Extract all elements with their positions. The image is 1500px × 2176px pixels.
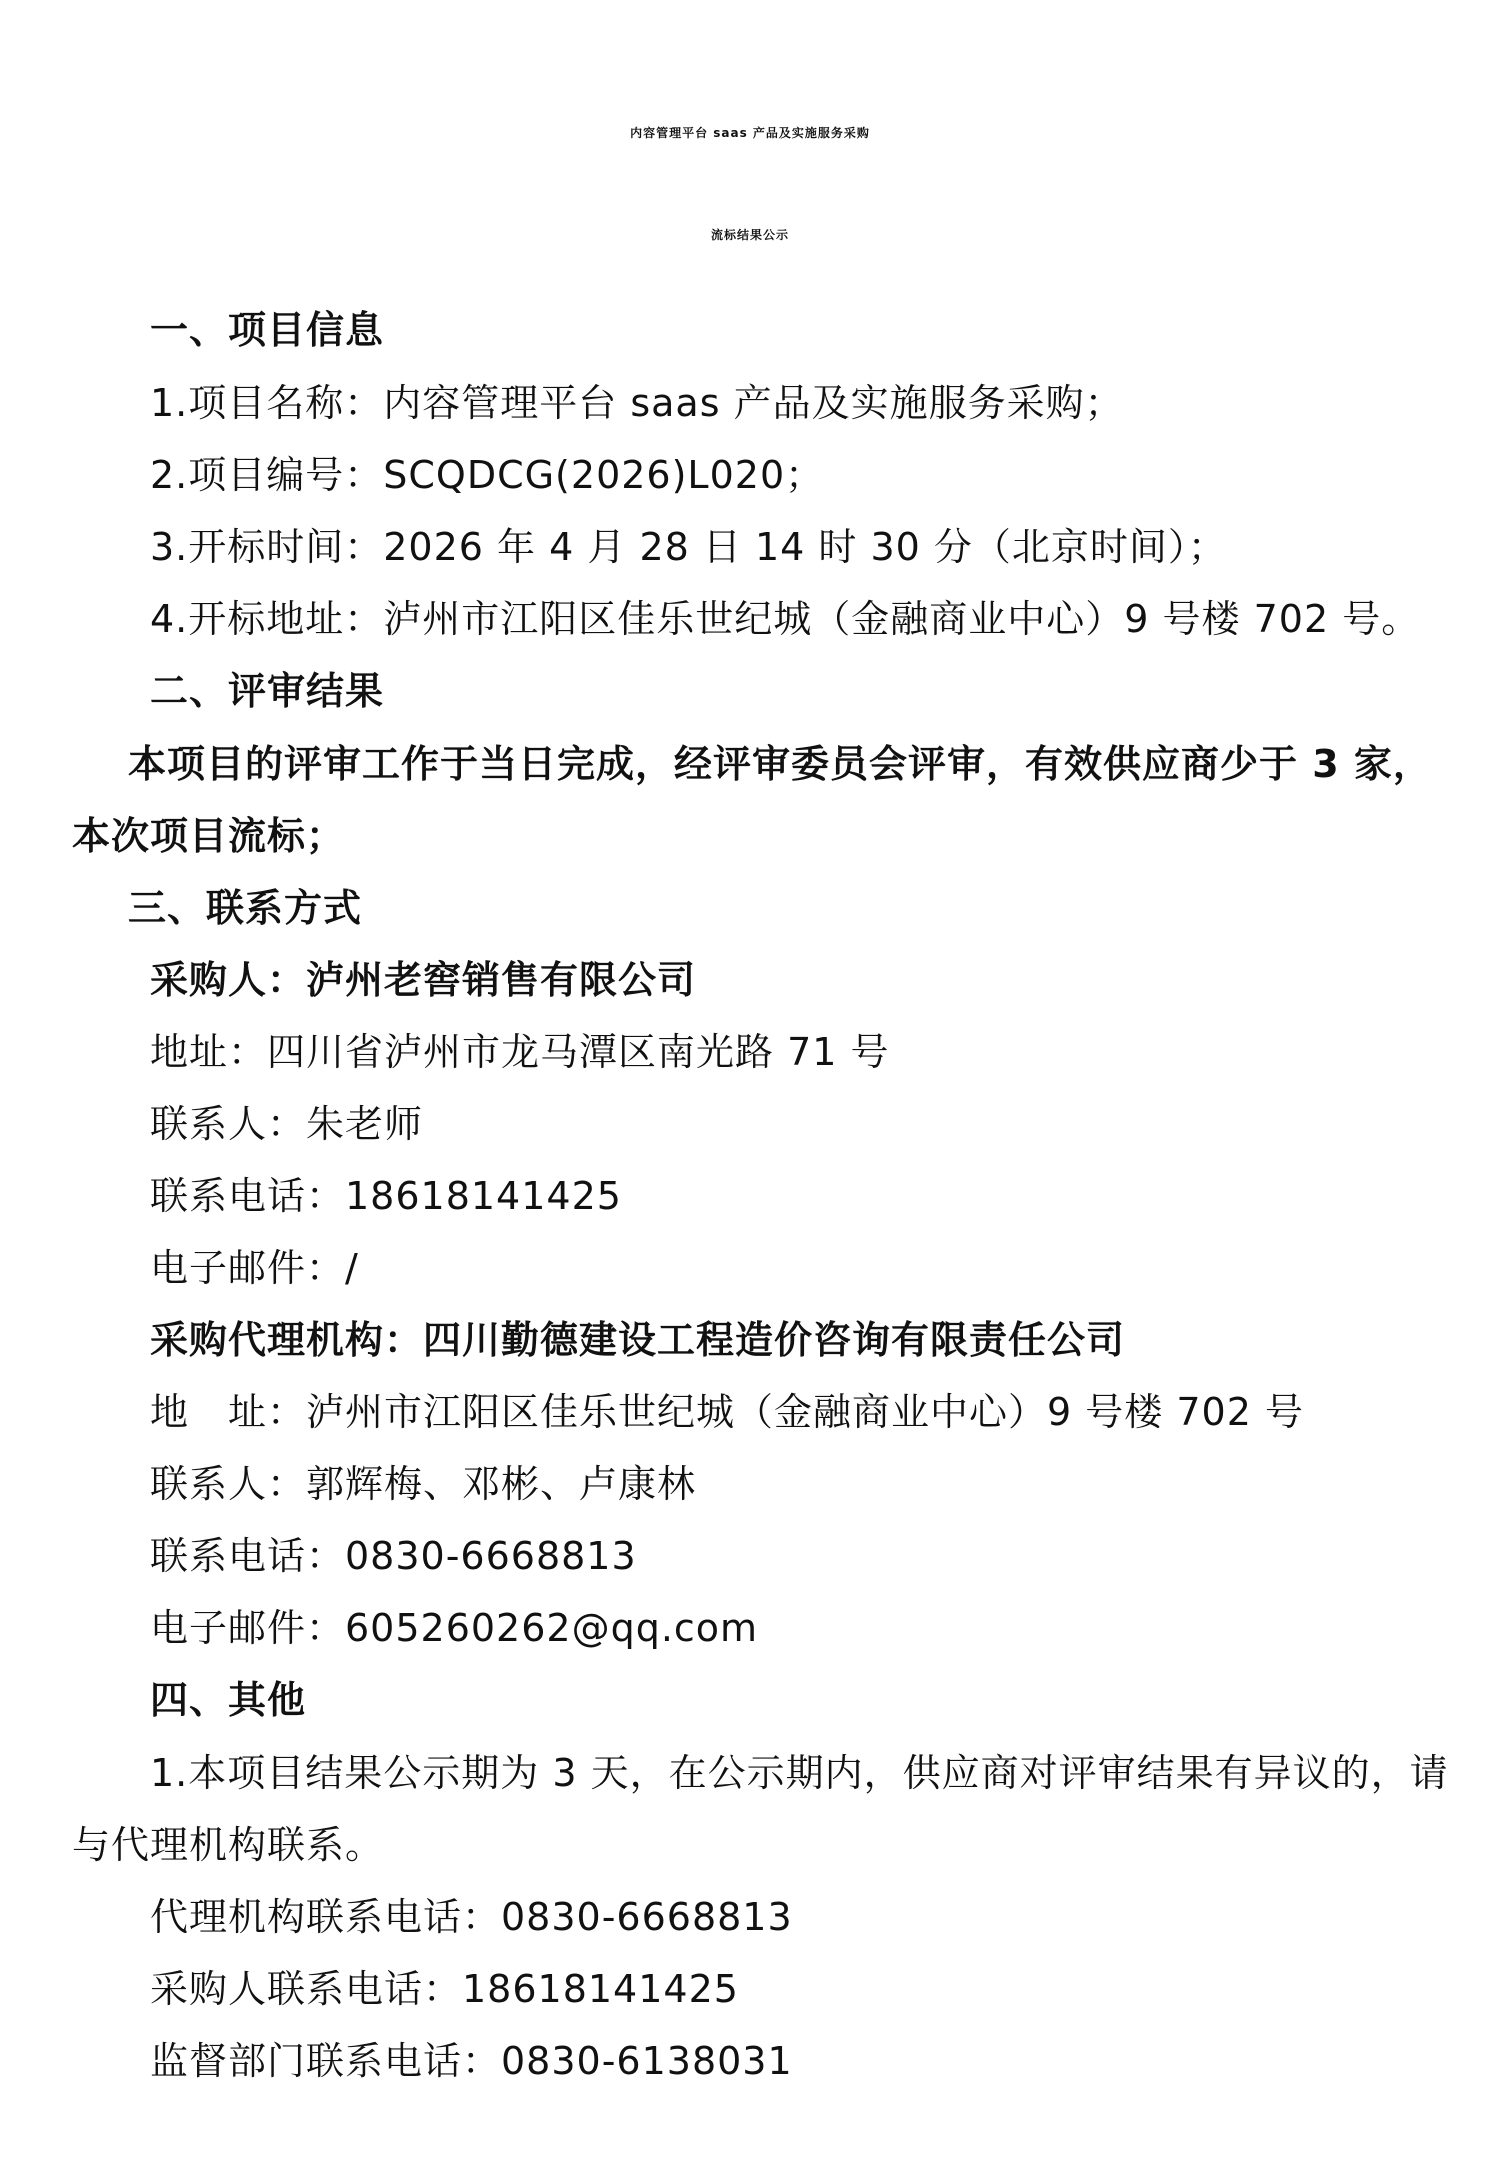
objection-notice-continued: 与代理机构联系。 (72, 1823, 385, 1867)
review-result-text: 本项目的评审工作于当日完成，经评审委员会评审，有效供应商少于 3 家， (128, 742, 1432, 786)
purchaser-name: 采购人：泸州老窖销售有限公司 (150, 958, 697, 1002)
bid-opening-time: 3.开标时间：2026 年 4 月 28 日 14 时 30 分（北京时间）； (150, 525, 1227, 569)
purchaser-contact-phone: 采购人联系电话：18618141425 (150, 1967, 739, 2011)
bid-opening-address: 4.开标地址：泸州市江阳区佳乐世纪城（金融商业中心）9 号楼 702 号。 (150, 597, 1421, 641)
project-number: 2.项目编号：SCQDCG(2026)L020； (150, 453, 825, 497)
section-heading-project-info: 一、项目信息 (150, 308, 385, 352)
agency-address: 地 址：泸州市江阳区佳乐世纪城（金融商业中心）9 号楼 702 号 (150, 1390, 1304, 1434)
agency-phone: 联系电话：0830-6668813 (150, 1534, 637, 1578)
supervision-contact-phone: 监督部门联系电话：0830-6138031 (150, 2039, 793, 2083)
agency-email: 电子邮件：605260262@qq.com (150, 1606, 759, 1650)
objection-notice: 1.本项目结果公示期为 3 天，在公示期内，供应商对评审结果有异议的，请 (150, 1751, 1449, 1795)
agency-contact-phone: 代理机构联系电话：0830-6668813 (150, 1895, 793, 1939)
purchaser-address: 地址：四川省泸州市龙马潭区南光路 71 号 (150, 1030, 890, 1074)
purchaser-email: 电子邮件：/ (150, 1246, 359, 1290)
project-name: 1.项目名称：内容管理平台 saas 产品及实施服务采购； (150, 381, 1124, 425)
section-heading-contact: 三、联系方式 (128, 886, 363, 930)
section-heading-other: 四、其他 (150, 1678, 307, 1722)
review-result-text-continued: 本次项目流标； (72, 814, 346, 858)
document-title: 内容管理平台 saas 产品及实施服务采购 (630, 126, 870, 140)
agency-name: 采购代理机构：四川勤德建设工程造价咨询有限责任公司 (150, 1318, 1126, 1362)
agency-contact: 联系人：郭辉梅、邓彬、卢康林 (150, 1462, 697, 1506)
purchaser-contact: 联系人：朱老师 (150, 1102, 424, 1146)
purchaser-phone: 联系电话：18618141425 (150, 1174, 622, 1218)
section-heading-review-result: 二、评审结果 (150, 669, 385, 713)
document-subtitle: 流标结果公示 (710, 228, 789, 242)
